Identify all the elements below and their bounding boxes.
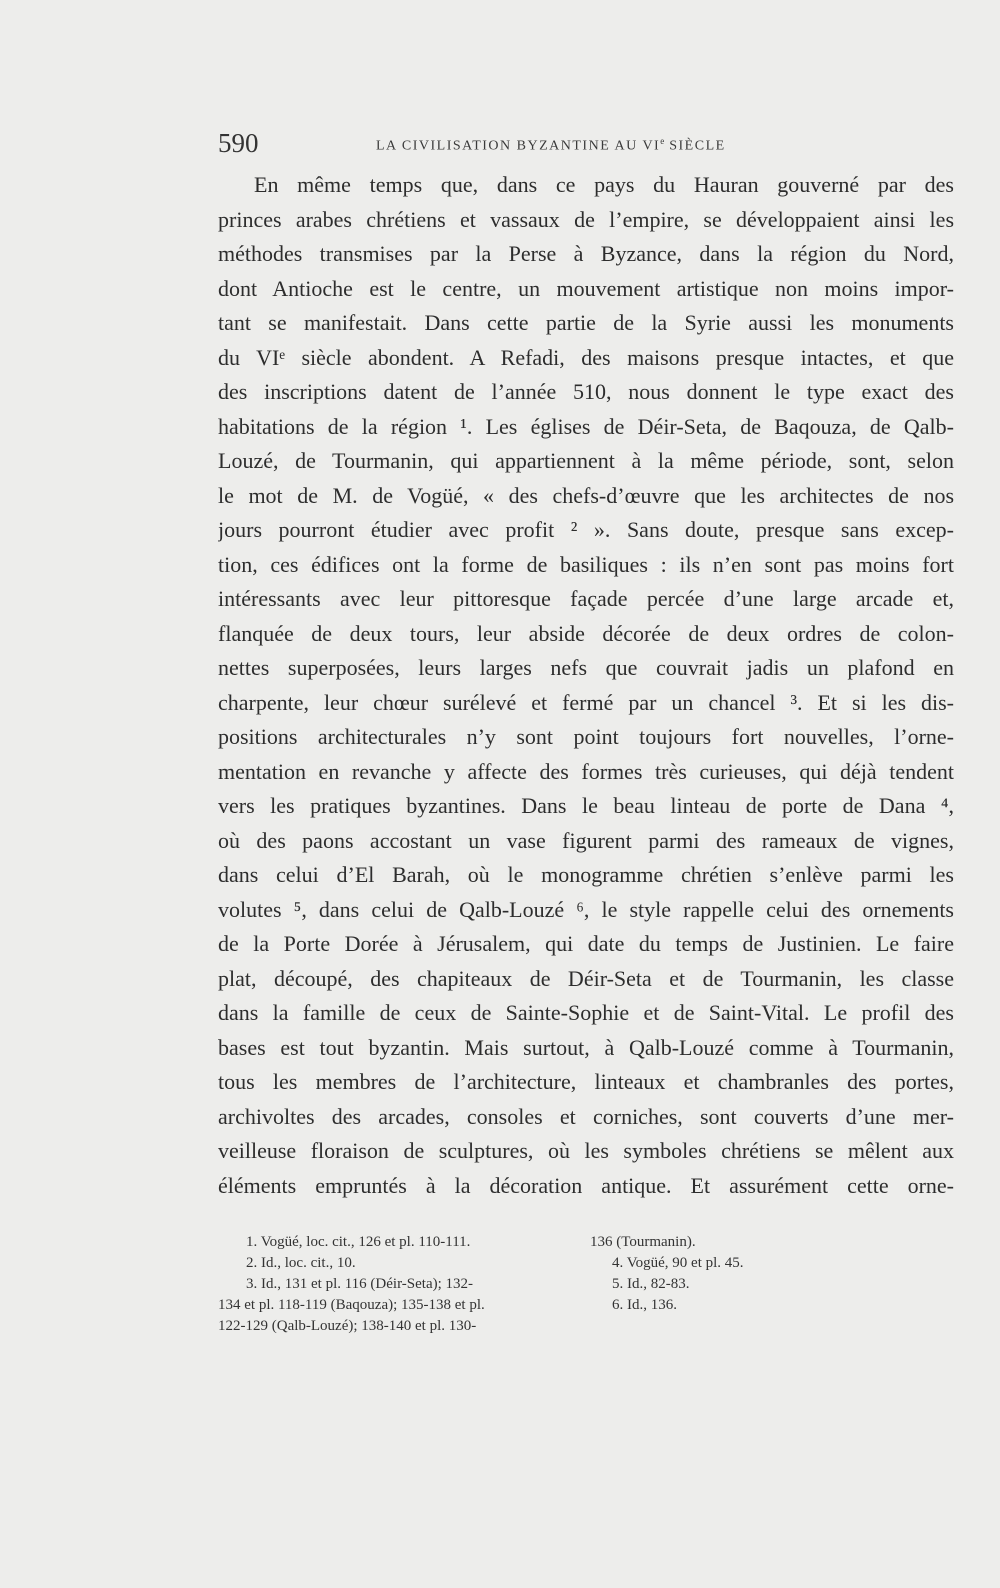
footnote-line: 5. Id., 82-83.: [612, 1276, 690, 1292]
text-line: positions architecturales n’y sont point toujours fort nouvelles, l’orne-: [218, 724, 954, 749]
footnote-line: 3. Id., 131 et pl. 116 (Déir-Seta); 132-: [246, 1276, 474, 1292]
footnotes: [218, 1232, 798, 1352]
text-line: des inscriptions datent de l’année 510, nous donnent le type exact des: [218, 379, 954, 404]
footnote-line: 136 (Tourmanin).: [590, 1234, 696, 1250]
running-title-end: SIÈCLE: [664, 138, 726, 154]
text-line: de la Porte Dorée à Jérusalem, qui date du temps de Justinien. Le faire: [218, 931, 954, 956]
text-line: princes arabes chrétiens et vassaux de l’empire, se développaient ainsi les: [218, 206, 954, 232]
text-line: bases est tout byzantin. Mais surtout, à Qalb-Louzé comme à Tourmanin,: [218, 1034, 954, 1060]
page-header: [218, 128, 788, 158]
running-title: [376, 136, 726, 155]
footnote-line: 122-129 (Qalb-Louzé); 138-140 et pl. 130-: [218, 1318, 477, 1334]
running-title-superscript: e: [660, 136, 665, 146]
text-line: où des paons accostant un vase figurent parmi des rameaux de vignes,: [218, 827, 954, 853]
text-line: du VIᵉ siècle abondent. A Refadi, des maisons presque intactes, et que: [218, 344, 954, 370]
text-line: intéressants avec leur pittoresque façade percée d’une large arcade et,: [218, 586, 954, 611]
page-number: 590: [218, 128, 259, 158]
text-line: tous les membres de l’architecture, linteaux et chambranles des portes,: [218, 1069, 954, 1094]
text-line: veilleuse floraison de sculptures, où les symboles chrétiens se mêlent aux: [218, 1138, 954, 1163]
text-line: En même temps que, dans ce pays du Hauran gouverné par des: [254, 172, 954, 197]
text-line: dans celui d’El Barah, où le monogramme chrétien s’enlève parmi les: [218, 862, 954, 887]
body-text: [218, 168, 954, 1208]
footnotes-left-column: [218, 1232, 563, 1337]
running-title-text: LA CIVILISATION BYZANTINE AU VI: [376, 138, 661, 154]
text-line: nettes superposées, leurs larges nefs que couvrait jadis un plafond en: [218, 655, 954, 680]
footnote-line: 4. Vogüé, 90 et pl. 45.: [612, 1255, 744, 1271]
text-line: habitations de la région ¹. Les églises de Déir-Seta, de Baqouza, de Qalb-: [218, 413, 954, 439]
text-line: Louzé, de Tourmanin, qui appartiennent à la même période, sont, selon: [218, 448, 954, 473]
text-line: charpente, leur chœur surélevé et fermé par un chancel ³. Et si les dis-: [218, 689, 954, 715]
text-line: tant se manifestait. Dans cette partie de la Syrie aussi les monuments: [218, 310, 954, 335]
footnote-line: 2. Id., loc. cit., 10.: [246, 1255, 356, 1271]
text-line: éléments empruntés à la décoration antique. Et assurément cette orne-: [218, 1172, 954, 1198]
text-line: dans la famille de ceux de Sainte-Sophie et de Saint-Vital. Le profil des: [218, 1000, 954, 1025]
text-line: archivoltes des arcades, consoles et corniches, sont couverts d’une mer-: [218, 1103, 954, 1129]
text-line: jours pourront étudier avec profit ² ». Sans doute, presque sans excep-: [218, 517, 954, 542]
footnote-line: 6. Id., 136.: [612, 1297, 677, 1313]
text-line: mentation en revanche y affecte des formes très curieuses, qui déjà tendent: [218, 758, 954, 784]
text-line: vers les pratiques byzantines. Dans le beau linteau de porte de Dana ⁴,: [218, 793, 954, 818]
text-line: flanquée de deux tours, leur abside décorée de deux ordres de colon-: [218, 620, 954, 646]
text-line: plat, découpé, des chapiteaux de Déir-Seta et de Tourmanin, les classe: [218, 965, 954, 991]
text-line: dont Antioche est le centre, un mouvement artistique non moins impor-: [218, 275, 954, 301]
footnotes-right-column: [590, 1232, 810, 1316]
text-line: tion, ces édifices ont la forme de basiliques : ils n’en sont pas moins fort: [218, 551, 954, 577]
text-line: méthodes transmises par la Perse à Byzance, dans la région du Nord,: [218, 241, 954, 266]
text-line: le mot de M. de Vogüé, « des chefs-d’œuvre que les architectes de nos: [218, 482, 954, 508]
footnote-line: 134 et pl. 118-119 (Baqouza); 135-138 et pl.: [218, 1297, 485, 1313]
footnote-line: 1. Vogüé, loc. cit., 126 et pl. 110-111.: [246, 1234, 471, 1250]
text-line: volutes ⁵, dans celui de Qalb-Louzé ⁶, le style rappelle celui des ornements: [218, 896, 954, 922]
